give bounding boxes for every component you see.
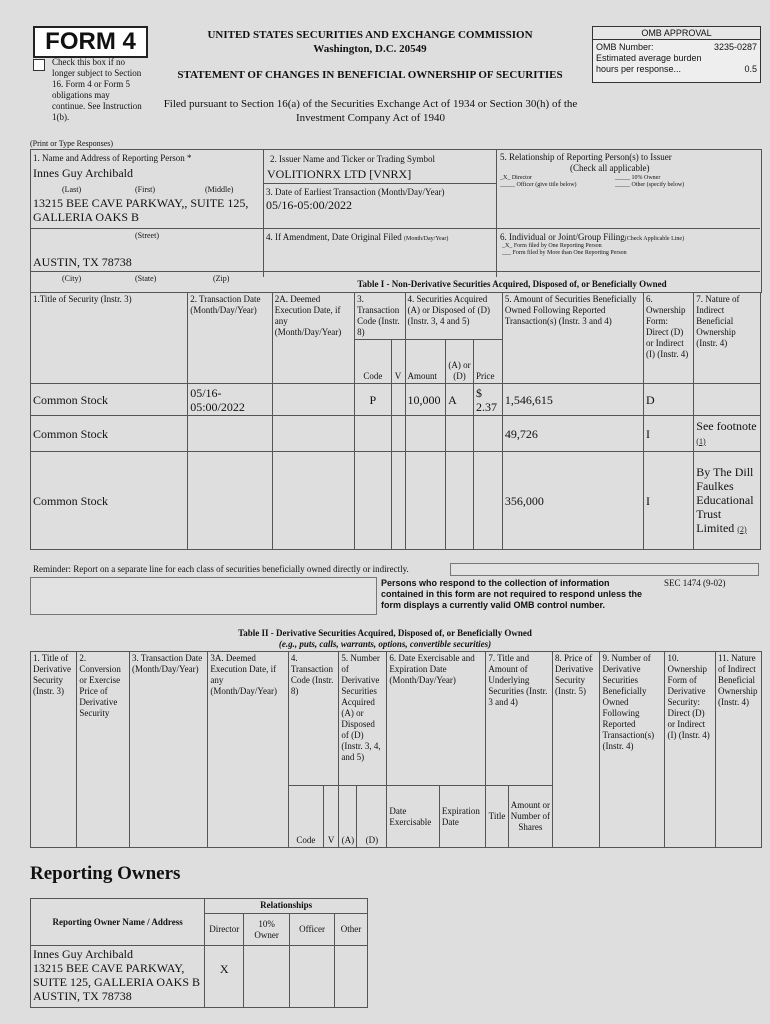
- rel-10pct: _____ 10% Owner: [615, 175, 661, 181]
- city-label: (City): [62, 274, 82, 283]
- t2-col-underlying: 7. Title and Amount of Underlying Securities (Instr. 3 and 4): [486, 652, 553, 786]
- t2-col-deemed: 3A. Deemed Execution Date, if any (Month/Day/Year): [208, 652, 288, 848]
- print-note: (Print or Type Responses): [30, 139, 114, 148]
- table1: [30, 292, 761, 550]
- t2-col-conversion: 2. Conversion or Exercise Price of Derivative Security: [77, 652, 130, 848]
- rel-director: _X_ Director: [500, 175, 532, 181]
- statement-title: STATEMENT OF CHANGES IN BENEFICIAL OWNERSHIP OF SECURITIES: [177, 69, 563, 81]
- table-row: Common Stock 356,000 I By The Dill Faulkes Educational Trust Limited (2): [31, 452, 761, 550]
- t2-col-code: 4. Transaction Code (Instr. 8): [288, 652, 339, 786]
- reporting-person-name: Innes Guy Archibald: [33, 166, 133, 180]
- table-row: Common Stock 05/16-05:00/2022 P 10,000 A $ 2.37 1,546,615 D: [31, 384, 761, 416]
- table1-title: Table I - Non-Derivative Securities Acquired, Disposed of, or Beneficially Owned: [357, 279, 667, 289]
- reminder-text: Reminder: Report on a separate line for each class of securities beneficially owned directly or indirectly.: [33, 564, 409, 574]
- box3-label: 3. Date of Earliest Transaction (Month/Day/Year): [266, 187, 445, 197]
- filing-one: _X_ Form filed by One Reporting Person: [502, 243, 602, 249]
- t1-sub-price: Price: [473, 340, 502, 384]
- t2-sub-v: V: [323, 786, 338, 848]
- t1-col-code: 3. Transaction Code (Instr. 8): [355, 293, 405, 340]
- omb-hours-value: 0.5: [744, 64, 757, 74]
- footnote-2-link[interactable]: (2): [737, 524, 747, 534]
- t2-sub-a: (A): [339, 786, 357, 848]
- box4-label: 4. If Amendment, Date Original Filed (Month/Day/Year): [266, 232, 449, 242]
- t1-col-title: 1.Title of Security (Instr. 3): [31, 293, 188, 384]
- owners-col-10pct: 10% Owner: [244, 914, 290, 946]
- table2: [30, 651, 762, 848]
- rel-other: _____ Other (specify below): [615, 182, 685, 188]
- t1-col-acquired: 4. Securities Acquired (A) or Disposed of (D) (Instr. 3, 4 and 5): [405, 293, 502, 340]
- t1-sub-code: Code: [355, 340, 391, 384]
- state-label: (State): [135, 274, 157, 283]
- agency-location: Washington, D.C. 20549: [313, 43, 427, 55]
- middle-label: (Middle): [205, 185, 234, 194]
- t2-sub-d: (D): [357, 786, 387, 848]
- t2-col-owned: 9. Number of Derivative Securities Beneficially Owned Following Reported Transaction(s) (Instr. 4): [600, 652, 665, 848]
- checkbox-note: Check this box if no longer subject to Section 16. Form 4 or Form 5 obligations may continue. See Instruction 1(b).: [52, 57, 142, 122]
- no-longer-subject-checkbox[interactable]: [33, 59, 45, 71]
- t2-sub-expiration: Expiration Date: [439, 786, 485, 848]
- box6-label: 6. Individual or Joint/Group Filing(Check Applicable Line): [500, 232, 685, 242]
- t2-col-date: 3. Transaction Date (Month/Day/Year): [130, 652, 208, 848]
- table-row: Common Stock 49,726 I See footnote (1): [31, 416, 761, 452]
- t2-col-form: 10. Ownership Form of Derivative Security: Direct (D) or Indirect (I) (Instr. 4): [665, 652, 716, 848]
- t1-col-deemed: 2A. Deemed Execution Date, if any (Month/Day/Year): [272, 293, 354, 384]
- reporting-owners-table: [30, 898, 368, 1008]
- omb-approval-box: [592, 26, 761, 83]
- omb-number-label: OMB Number:: [596, 42, 654, 52]
- box1-label: 1. Name and Address of Reporting Person *: [33, 153, 192, 163]
- street-label: (Street): [135, 231, 159, 240]
- box5-sub: (Check all applicable): [570, 163, 650, 173]
- reminder-box-right: [450, 563, 759, 576]
- omb-hours-label: hours per response...: [596, 64, 682, 74]
- persons-notice: Persons who respond to the collection of information contained in this form are not required to respond unless the form displays a currently valid OMB control number.: [381, 578, 643, 610]
- table-row: [31, 946, 368, 1008]
- t1-col-form: 6. Ownership Form: Direct (D) or Indirect (I) (Instr. 4): [644, 293, 694, 384]
- t2-sub-amount: Amount or Number of Shares: [508, 786, 552, 848]
- filed-pursuant: Filed pursuant to Section 16(a) of the Securities Exchange Act of 1934 or Section 30(h) of the Investment Company Act of 1940: [163, 98, 578, 124]
- box2-label: 2. Issuer Name and Ticker or Trading Symbol: [270, 154, 435, 164]
- footnote-1-link[interactable]: (1): [696, 436, 706, 446]
- reporting-owners-heading: Reporting Owners: [30, 863, 181, 884]
- omb-burden-label: Estimated average burden: [596, 53, 702, 63]
- owners-col-relationships: Relationships: [205, 899, 368, 914]
- t1-col-nature: 7. Nature of Indirect Beneficial Ownership (Instr. 4): [694, 293, 761, 384]
- issuer-name: VOLITIONRX LTD [VNRX]: [267, 167, 412, 181]
- street-address: 13215 BEE CAVE PARKWAY,, SUITE 125, GALLERIA OAKS B: [33, 196, 249, 224]
- agency-name: UNITED STATES SECURITIES AND EXCHANGE COMMISSION: [207, 29, 533, 41]
- t2-col-number: 5. Number of Derivative Securities Acquired (A) or Disposed of (D) (Instr. 3, 4, and 5): [339, 652, 387, 786]
- omb-number-value: 3235-0287: [713, 42, 757, 52]
- t1-col-date: 2. Transaction Date (Month/Day/Year): [188, 293, 273, 384]
- t2-col-title: 1. Title of Derivative Security (Instr. 3): [31, 652, 77, 848]
- t1-sub-aord: (A) or (D): [446, 340, 474, 384]
- t1-sub-v: V: [391, 340, 405, 384]
- omb-title: OMB APPROVAL: [593, 27, 760, 40]
- form-title: FORM 4: [33, 26, 148, 58]
- t2-sub-title: Title: [486, 786, 508, 848]
- box5-label: 5. Relationship of Reporting Person(s) to Issuer: [500, 152, 672, 162]
- reminder-box-left: [30, 577, 377, 615]
- owner-director-mark: X: [205, 946, 244, 1008]
- filing-more: ___ Form filed by More than One Reporting Person: [502, 250, 627, 256]
- owners-col-director: Director: [205, 914, 244, 946]
- t1-col-owned: 5. Amount of Securities Beneficially Owned Following Reported Transaction(s) (Instr. 3 and 4): [502, 293, 643, 384]
- t2-col-exercisable: 6. Date Exercisable and Expiration Date (Month/Day/Year): [387, 652, 486, 786]
- t1-sub-amount: Amount: [405, 340, 446, 384]
- sec-code: SEC 1474 (9-02): [664, 578, 726, 588]
- t2-col-nature: 11. Nature of Indirect Beneficial Ownership (Instr. 4): [715, 652, 761, 848]
- t2-sub-date-exercisable: Date Exercisable: [387, 786, 440, 848]
- last-label: (Last): [62, 185, 82, 194]
- first-label: (First): [135, 185, 155, 194]
- rel-officer: _____ Officer (give title below): [500, 182, 577, 188]
- earliest-transaction-date: 05/16-05:00/2022: [266, 198, 352, 212]
- t2-col-price: 8. Price of Derivative Security (Instr. 5): [553, 652, 600, 848]
- zip-label: (Zip): [213, 274, 230, 283]
- city-state-zip: AUSTIN, TX 78738: [33, 255, 132, 269]
- owners-col-officer: Officer: [290, 914, 335, 946]
- owner-name-address: Innes Guy Archibald 13215 BEE CAVE PARKWAY, SUITE 125, GALLERIA OAKS B AUSTIN, TX 78738: [31, 946, 205, 1008]
- table2-title: Table II - Derivative Securities Acquired, Disposed of, or Beneficially Owned: [238, 628, 532, 638]
- table2-subtitle: (e.g., puts, calls, warrants, options, convertible securities): [278, 639, 492, 649]
- t2-sub-code: Code: [288, 786, 323, 848]
- owners-col-name: Reporting Owner Name / Address: [31, 899, 205, 946]
- owners-col-other: Other: [335, 914, 368, 946]
